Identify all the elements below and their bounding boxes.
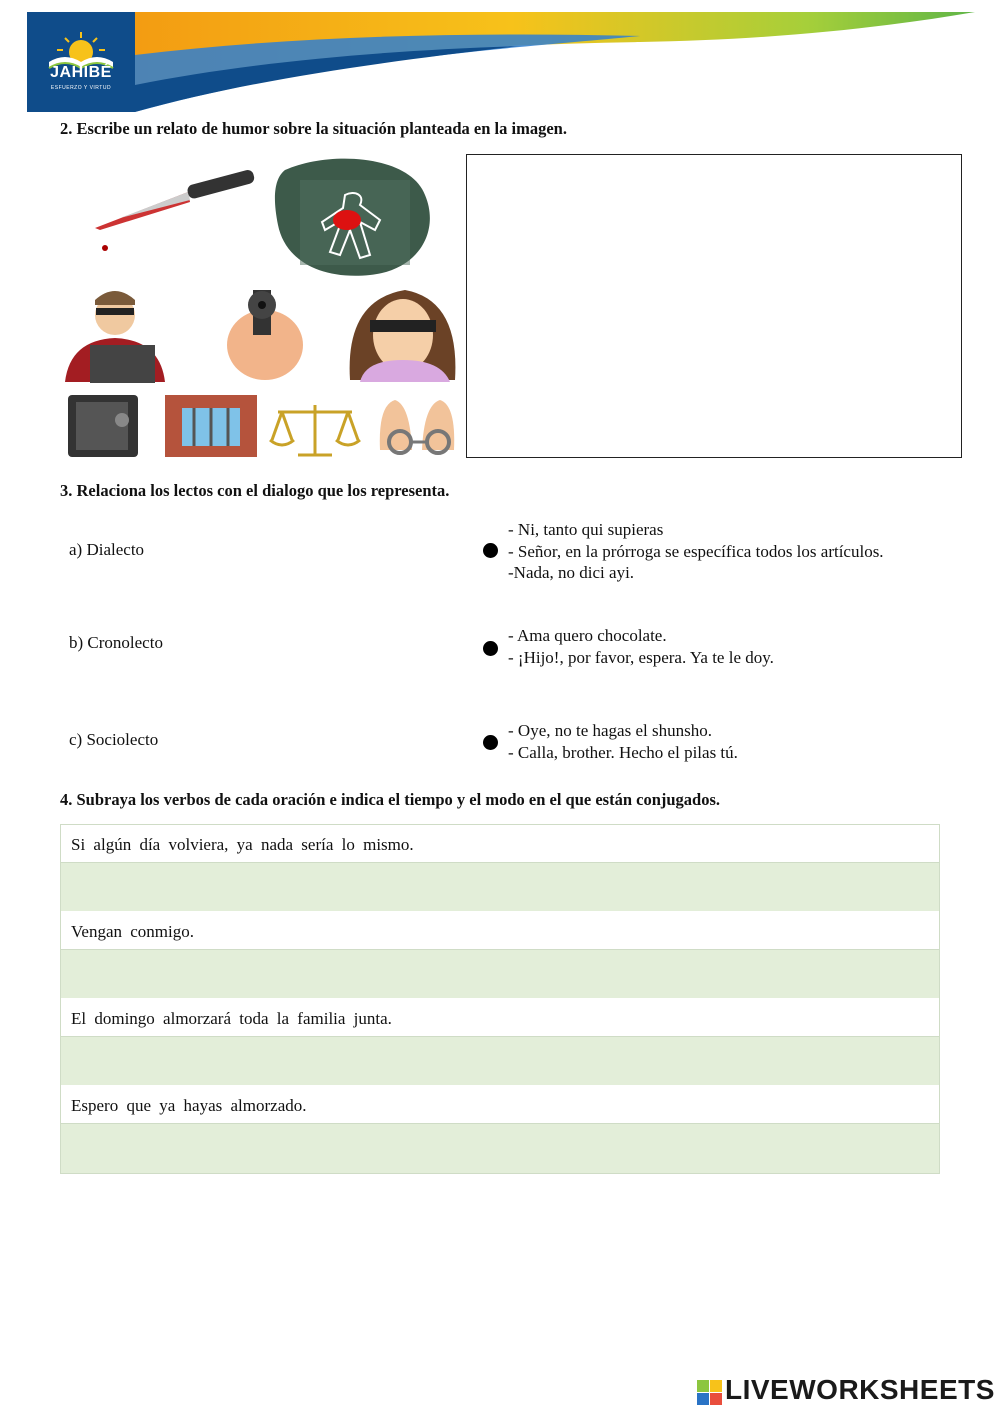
dialog-a-line-1: - Ni, tanto qui supieras <box>508 520 664 539</box>
header-banner-swoosh <box>0 0 1000 115</box>
match-dot-b[interactable] <box>483 641 498 656</box>
dialog-a-line-3: -Nada, no dici ayi. <box>508 563 635 582</box>
page-header <box>0 0 1000 115</box>
sentence-row: El domingo almorzará toda la familia junta. <box>61 999 939 1037</box>
dialog-c-line-1: - Oye, no te hagas el shunsho. <box>508 721 712 740</box>
school-logo <box>27 12 135 112</box>
sentence-row: Espero que ya hayas almorzado. <box>61 1086 939 1124</box>
answer-field-1[interactable] <box>61 863 939 912</box>
dialog-a <box>508 519 884 584</box>
option-b-label: b) Cronolecto <box>69 633 163 652</box>
crime-image-collage <box>60 150 464 462</box>
match-dot-a[interactable] <box>483 543 498 558</box>
thief-icon <box>65 291 165 383</box>
handcuffs-icon <box>380 400 454 453</box>
logo-name: JAHIBÉ <box>50 64 112 81</box>
sentence-row: Vengan conmigo. <box>61 912 939 950</box>
option-c-label: c) Sociolecto <box>69 730 159 749</box>
dialog-c <box>508 720 738 763</box>
dialog-b-line-2: - ¡Hijo!, por favor, espera. Ya te le doy. <box>508 647 774 667</box>
liveworksheets-logo-icon <box>697 1380 723 1411</box>
sentence-row: Si algún día volviera, ya nada sería lo mismo. <box>61 825 939 863</box>
verb-table <box>60 824 940 1174</box>
match-dot-c[interactable] <box>483 735 498 750</box>
scales-icon <box>270 405 360 455</box>
crime-scene-icon <box>275 159 430 276</box>
answer-field-4[interactable] <box>61 1124 939 1173</box>
answer-field-2[interactable] <box>61 950 939 999</box>
barred-window-icon <box>165 395 257 457</box>
dialog-a-line-2: - Señor, en la prórroga se específica todos los artículos. <box>508 541 884 561</box>
dialog-b <box>508 625 774 668</box>
question-3-title: 3. Relaciona los lectos con el dialogo que los representa. <box>60 481 450 500</box>
story-writing-box[interactable] <box>466 154 962 458</box>
question-4-title: 4. Subraya los verbos de cada oración e indica el tiempo y el modo en el que están conjugados. <box>60 790 721 809</box>
crime-scene-illustration <box>60 150 464 462</box>
answer-field-3[interactable] <box>61 1037 939 1086</box>
book-sun-icon <box>27 12 135 72</box>
dialog-b-line-1: - Ama quero chocolate. <box>508 626 667 645</box>
dialog-c-line-2: - Calla, brother. Hecho el pilas tú. <box>508 742 738 762</box>
logo-motto: ESFUERZO Y VIRTUD <box>50 85 112 91</box>
safe-icon <box>68 395 138 457</box>
knife-icon <box>95 169 255 251</box>
gun-icon <box>227 290 303 380</box>
blindfolded-woman-icon <box>350 290 456 382</box>
liveworksheets-brand: LIVEWORKSHEETS <box>725 1374 995 1405</box>
question-2-title: 2. Escribe un relato de humor sobre la situación planteada en la imagen. <box>60 119 567 138</box>
option-a-label: a) Dialecto <box>69 540 145 559</box>
